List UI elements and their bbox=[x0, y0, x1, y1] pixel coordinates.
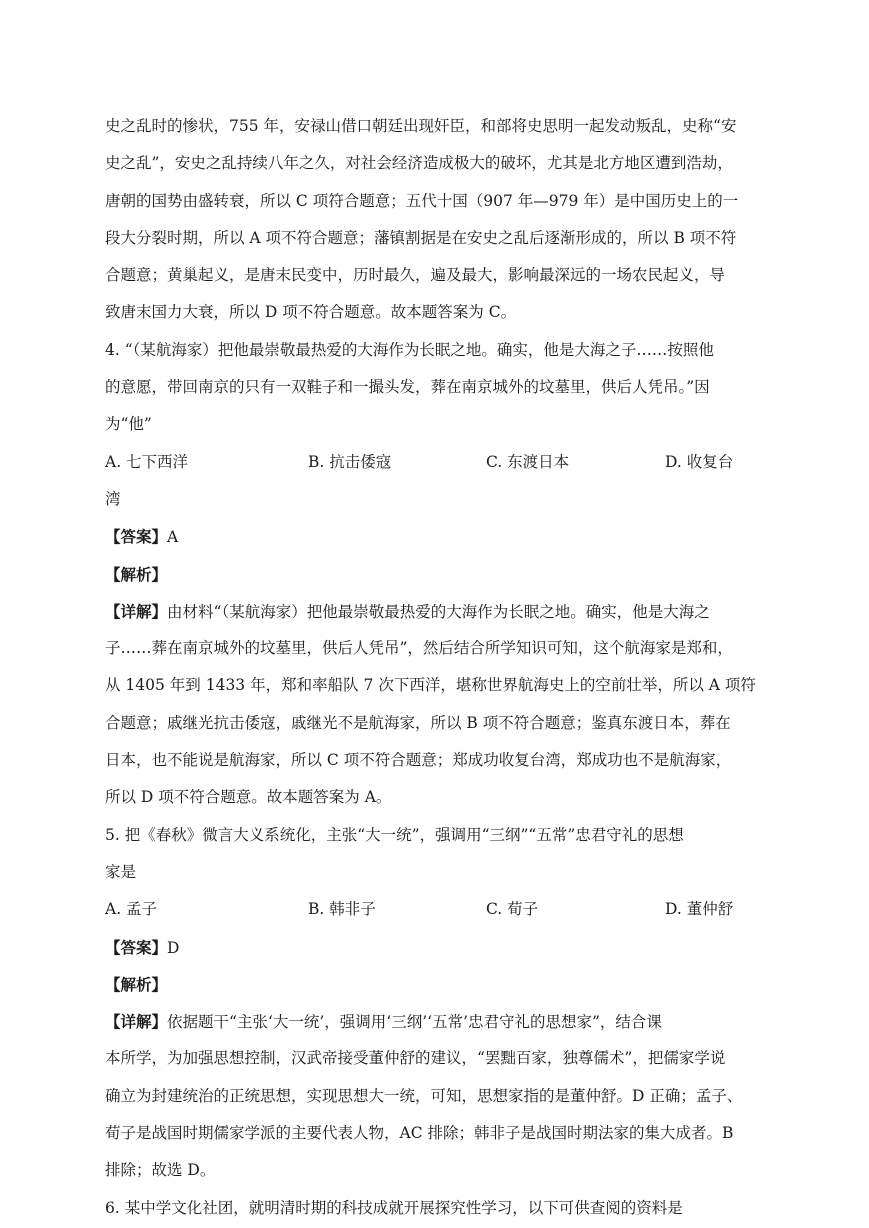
text-line: 史之乱时的惨状，755 年，安禄山借口朝廷出现奸臣，和部将史思明一起发动叛乱，史称“安 bbox=[105, 117, 737, 135]
question-stem: 家是 bbox=[105, 862, 137, 881]
question-6 bbox=[105, 1190, 765, 1227]
detail-line bbox=[105, 1003, 765, 1040]
detail-text: 依据题干“主张‘大一统’，强调用‘三纲’‘五常’忠君守礼的思想家”，结合课 bbox=[167, 1013, 662, 1032]
option-b: B. 抗击倭寇 bbox=[308, 452, 392, 471]
text-line: 史之乱”，安史之乱持续八年之久，对社会经济造成极大的破坏，尤其是北方地区遭到浩劫， bbox=[105, 154, 733, 173]
answer-value: A bbox=[167, 528, 179, 547]
detail-line: 确立为封建统治的正统思想，实现思想大一统，可知，思想家指的是董仲舒。D 正确；孟子、 bbox=[105, 1086, 743, 1105]
page-content bbox=[105, 108, 765, 1227]
continued-explanation bbox=[105, 108, 765, 332]
answer-line bbox=[105, 929, 765, 966]
detail-tag: 【详解】 bbox=[105, 1012, 168, 1032]
option-d: D. 董仲舒 bbox=[665, 900, 734, 919]
question-stem: 5. 把《春秋》微言大义系统化，主张“大一统”，强调用“三纲”“五常”忠君守礼的思想 bbox=[105, 825, 684, 844]
answer-tag: 【答案】 bbox=[105, 527, 168, 547]
option-c: C. 东渡日本 bbox=[486, 452, 570, 471]
option-b: B. 韩非子 bbox=[308, 900, 376, 919]
question-5 bbox=[105, 817, 765, 1190]
options-row bbox=[105, 891, 765, 928]
options-row bbox=[105, 444, 765, 481]
answer-line bbox=[105, 518, 765, 555]
detail-line: 子……葬在南京城外的坟墓里，供后人凭吊”，然后结合所学知识可知，这个航海家是郑和， bbox=[105, 639, 733, 658]
option-c: C. 荀子 bbox=[486, 900, 539, 919]
detail-line: 从 1405 年到 1433 年，郑和率船队 7 次下西洋，堪称世界航海史上的空前壮举，所以 A 项符 bbox=[105, 676, 756, 695]
answer-tag: 【答案】 bbox=[105, 937, 168, 957]
analysis-tag: 【解析】 bbox=[105, 974, 168, 994]
question-stem: 4. “（某航海家）把他最崇敬最热爱的大海作为长眠之地。确实，他是大海之子……按照他 bbox=[105, 340, 714, 359]
detail-line: 荀子是战国时期儒家学派的主要代表人物，AC 排除；韩非子是战国时期法家的集大成者。B bbox=[105, 1124, 734, 1143]
detail-line: 合题意；戚继光抗击倭寇，戚继光不是航海家，所以 B 项不符合题意；鉴真东渡日本，葬在 bbox=[105, 713, 731, 732]
text-line: 合题意；黄巢起义，是唐末民变中，历时最久，遍及最大，影响最深远的一场农民起义，导 bbox=[105, 266, 726, 285]
question-stem: 的意愿，带回南京的只有一双鞋子和一撮头发，葬在南京城外的坟墓里，供后人凭吊。”因 bbox=[105, 378, 710, 397]
text-line: 唐朝的国势由盛转衰，所以 C 项符合题意；五代十国（907 年—979 年）是中国历史上的一 bbox=[105, 191, 739, 210]
detail-text: 由材料“（某航海家）把他最崇敬最热爱的大海作为长眠之地。确实，他是大海之 bbox=[167, 602, 710, 621]
option-a: A. 七下西洋 bbox=[105, 452, 189, 471]
text-line: 段大分裂时期，所以 A 项不符合题意；藩镇割据是在安史之乱后逐渐形成的，所以 B 项不符 bbox=[105, 228, 737, 247]
detail-tag: 【详解】 bbox=[105, 601, 168, 621]
option-d: D. 收复台 bbox=[665, 452, 734, 471]
question-stem: 6. 某中学文化社团，就明清时期的科技成就开展探究性学习，以下可供查阅的资料是 bbox=[105, 1198, 683, 1217]
text-line: 致唐末国力大衰，所以 D 项不符合题意。故本题答案为 C。 bbox=[105, 303, 517, 322]
option-d-wrap: 湾 bbox=[105, 489, 121, 508]
detail-line: 排除；故选 D。 bbox=[105, 1161, 216, 1180]
detail-line bbox=[105, 593, 765, 630]
analysis-tag: 【解析】 bbox=[105, 564, 168, 584]
detail-line: 本所学，为加强思想控制，汉武帝接受董仲舒的建议，“罢黜百家，独尊儒术”，把儒家学说 bbox=[105, 1049, 726, 1068]
detail-line: 所以 D 项不符合题意。故本题答案为 A。 bbox=[105, 788, 392, 807]
question-stem: 为“他” bbox=[105, 415, 152, 434]
detail-line: 日本，也不能说是航海家，所以 C 项不符合题意；郑成功收复台湾，郑成功也不是航海家， bbox=[105, 751, 732, 770]
option-a: A. 孟子 bbox=[105, 900, 158, 919]
question-4 bbox=[105, 332, 765, 817]
answer-value: D bbox=[167, 938, 180, 957]
